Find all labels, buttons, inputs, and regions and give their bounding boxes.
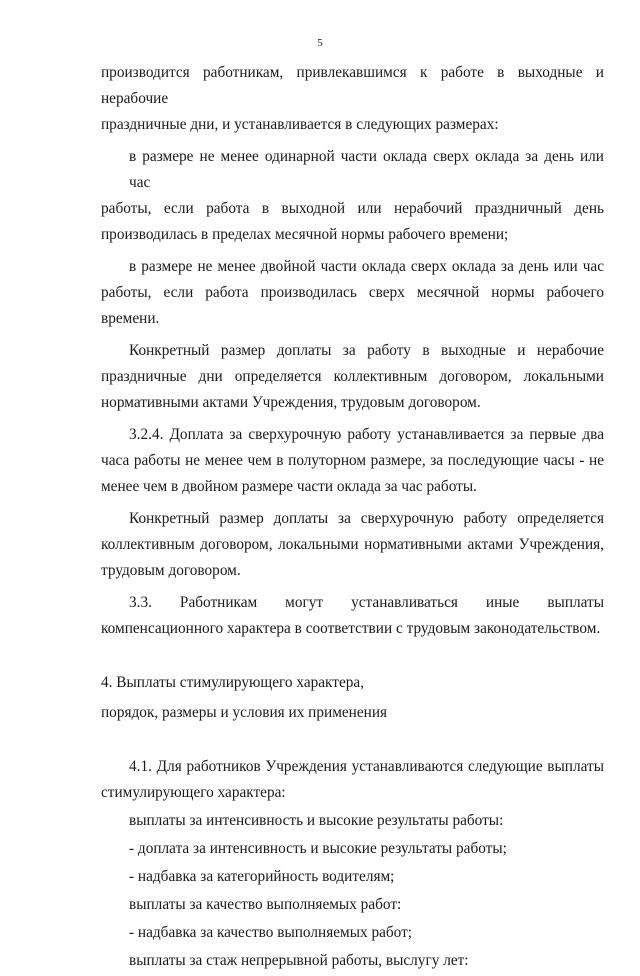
text-line: менее чем в двойном размере части оклада за час работы. — [101, 478, 477, 495]
text-line: в размере не менее одинарной части оклада сверх оклада за день или час — [129, 148, 604, 191]
text-line: Конкретный размер доплаты за работу в выходные и нерабочие — [129, 342, 604, 359]
text-line: коллективным договором, локальными нормативными актами Учреждения, — [101, 536, 604, 553]
text-line: стимулирующего характера: — [101, 784, 286, 801]
text-line: трудовым договором. — [101, 562, 241, 579]
text-line: производилась в пределах месячной нормы рабочего времени; — [101, 226, 509, 243]
text-line: 3.2.4. Доплата за сверхурочную работу устанавливается за первые два — [129, 426, 604, 443]
text-line: компенсационного характера в соответствии с трудовым законодательством. — [101, 620, 601, 637]
paragraph — [101, 422, 604, 500]
paragraph — [101, 338, 604, 416]
list-item: выплаты за интенсивность и высокие результаты работы: — [129, 812, 504, 829]
paragraph — [101, 144, 604, 248]
list-item: - надбавка за качество выполняемых работ; — [129, 924, 413, 941]
paragraph — [101, 754, 604, 806]
text-line: часа работы не менее чем в полуторном размере, за последующие часы - не — [101, 452, 604, 469]
text-line: 4.1. Для работников Учреждения устанавливаются следующие выплаты — [129, 758, 604, 775]
list-item: - доплата за интенсивность и высокие результаты работы; — [129, 840, 507, 857]
paragraph — [101, 254, 604, 332]
paragraph — [101, 590, 604, 642]
paragraph — [101, 506, 604, 584]
text-line: Конкретный размер доплаты за сверхурочную работу определяется — [129, 510, 604, 527]
text-line: праздничные дни определяется коллективным договором, локальными — [101, 368, 604, 385]
section-heading: 4. Выплаты стимулирующего характера, — [101, 674, 365, 691]
text-line: работы, если работа производилась сверх месячной нормы рабочего времени. — [101, 284, 604, 327]
document-body — [101, 60, 604, 976]
list-item: выплаты за качество выполняемых работ: — [129, 896, 402, 913]
text-line: нормативными актами Учреждения, трудовым договором. — [101, 394, 481, 411]
paragraph — [101, 60, 604, 138]
text-line: производится работникам, привлекавшимся к работе в выходные и нерабочие — [101, 64, 604, 107]
list-item: - надбавка за категорийность водителям; — [129, 868, 395, 885]
text-line: праздничные дни, и устанавливается в следующих размерах: — [101, 116, 499, 133]
section-heading: порядок, размеры и условия их применения — [101, 704, 388, 721]
list-item: выплаты за стаж непрерывной работы, выслугу лет: — [129, 952, 469, 969]
text-line: 3.3. Работникам могут устанавливаться иные выплаты — [129, 594, 604, 611]
text-line: работы, если работа в выходной или нерабочий праздничный день — [101, 200, 604, 217]
page-number: 5 — [317, 37, 323, 49]
text-line: в размере не менее двойной части оклада сверх оклада за день или час — [129, 258, 604, 275]
